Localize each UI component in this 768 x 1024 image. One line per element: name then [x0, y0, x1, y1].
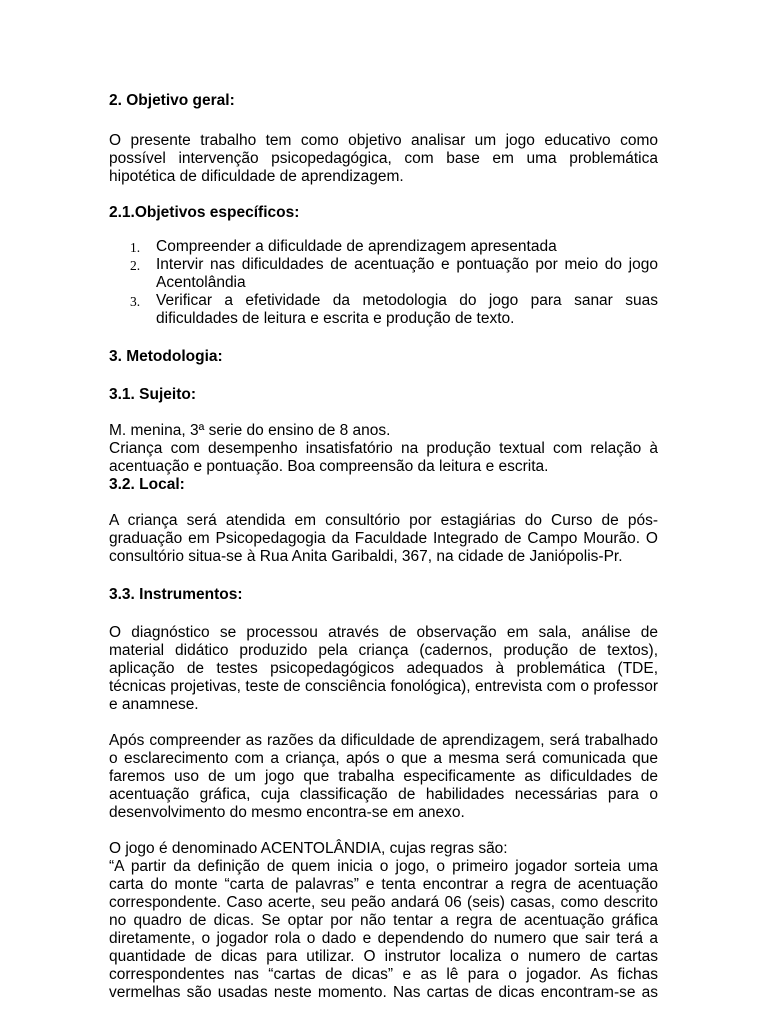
list-number: 1. [130, 240, 141, 255]
paragraph-instrumentos-2 [109, 732, 658, 822]
text-line: no quadro de dicas. Se optar por não tentar a regra de acentuação gráfica [109, 912, 658, 929]
text-line: Criança com desempenho insatisfatório na produção textual com relação à [109, 440, 658, 457]
text-line: hipotética de dificuldade de aprendizagem. [109, 168, 404, 185]
text-line: aplicação de testes psicopedagógicos adequados à problemática (TDE, [109, 660, 658, 677]
heading-sujeito: 3.1. Sujeito: [109, 386, 196, 403]
text-line: Compreender a dificuldade de aprendizagem apresentada [156, 238, 557, 255]
specific-objectives-list [109, 238, 658, 328]
heading-instrumentos: 3.3. Instrumentos: [109, 586, 243, 603]
text-line: dificuldades de leitura e escrita e produção de texto. [156, 310, 515, 327]
paragraph-instrumentos-3 [109, 840, 658, 1002]
text-line: “A partir da definição de quem inicia o jogo, o primeiro jogador sorteia uma [109, 858, 658, 875]
text-line: Intervir nas dificuldades de acentuação e pontuação por meio do jogo [156, 256, 658, 273]
text-line: o esclarecimento com a criança, após o que a mesma será comunicada que [109, 750, 658, 767]
text-line: faremos uso de um jogo que trabalha especificamente as dificuldades de [109, 768, 658, 785]
list-number: 3. [130, 294, 141, 309]
list-item [130, 238, 658, 256]
document-page [109, 92, 658, 1002]
text-line: e anamnese. [109, 696, 199, 713]
text-line: consultório situa-se à Rua Anita Garibaldi, 367, na cidade de Janiópolis-Pr. [109, 548, 623, 565]
text-line: possível intervenção psicopedagógica, com base em uma problemática [109, 150, 658, 167]
text-line: quantidade de dicas para utilizar. O instrutor localiza o numero de cartas [109, 948, 658, 965]
text-line: correspondente. Caso acerte, seu peão andará 06 (seis) casas, como descrito [109, 894, 658, 911]
heading-objetivos-especificos: 2.1.Objetivos específicos: [109, 204, 300, 221]
text-line: M. menina, 3ª serie do ensino de 8 anos. [109, 422, 391, 439]
heading-local: 3.2. Local: [109, 476, 185, 493]
paragraph-local [109, 512, 658, 566]
text-line: O jogo é denominado ACENTOLÂNDIA, cujas regras são: [109, 840, 508, 857]
list-item [130, 292, 658, 328]
text-line: Acentolândia [156, 274, 246, 291]
text-line: correspondentes nas “cartas de dicas” e as lê para o jogador. As fichas [109, 966, 658, 983]
text-line: Verificar a efetividade da metodologia do jogo para sanar suas [156, 292, 658, 309]
text-line: A criança será atendida em consultório por estagiárias do Curso de pós- [109, 512, 658, 529]
heading-objetivo-geral: 2. Objetivo geral: [109, 92, 235, 109]
list-number: 2. [130, 258, 141, 273]
text-line: técnicas projetivas, teste de consciência fonológica), entrevista com o professor [109, 678, 658, 695]
text-line: O presente trabalho tem como objetivo analisar um jogo educativo como [109, 132, 658, 149]
text-line: desenvolvimento do mesmo encontra-se em anexo. [109, 804, 465, 821]
paragraph-sujeito [109, 422, 658, 476]
paragraph-instrumentos-1 [109, 624, 658, 714]
text-line: acentuação gráfica, cuja classificação de habilidades necessárias para o [109, 786, 658, 803]
text-line: material didático produzido pela criança (cadernos, produção de textos), [109, 642, 658, 659]
text-line: O diagnóstico se processou através de observação em sala, análise de [109, 624, 658, 641]
text-line: acentuação e pontuação. Boa compreensão da leitura e escrita. [109, 458, 549, 475]
text-line: Após compreender as razões da dificuldade de aprendizagem, será trabalhado [109, 732, 658, 749]
text-line: graduação em Psicopedagogia da Faculdade Integrado de Campo Mourão. O [109, 530, 658, 547]
list-item [130, 256, 658, 292]
paragraph-objetivo-geral [109, 132, 658, 186]
heading-metodologia: 3. Metodologia: [109, 348, 223, 365]
text-line: carta do monte “carta de palavras” e tenta encontrar a regra de acentuação [109, 876, 658, 893]
text-line: vermelhas são usadas neste momento. Nas cartas de dicas encontram-se as [109, 984, 658, 1001]
text-line: diretamente, o jogador rola o dado e dependendo do numero que sair terá a [109, 930, 658, 947]
